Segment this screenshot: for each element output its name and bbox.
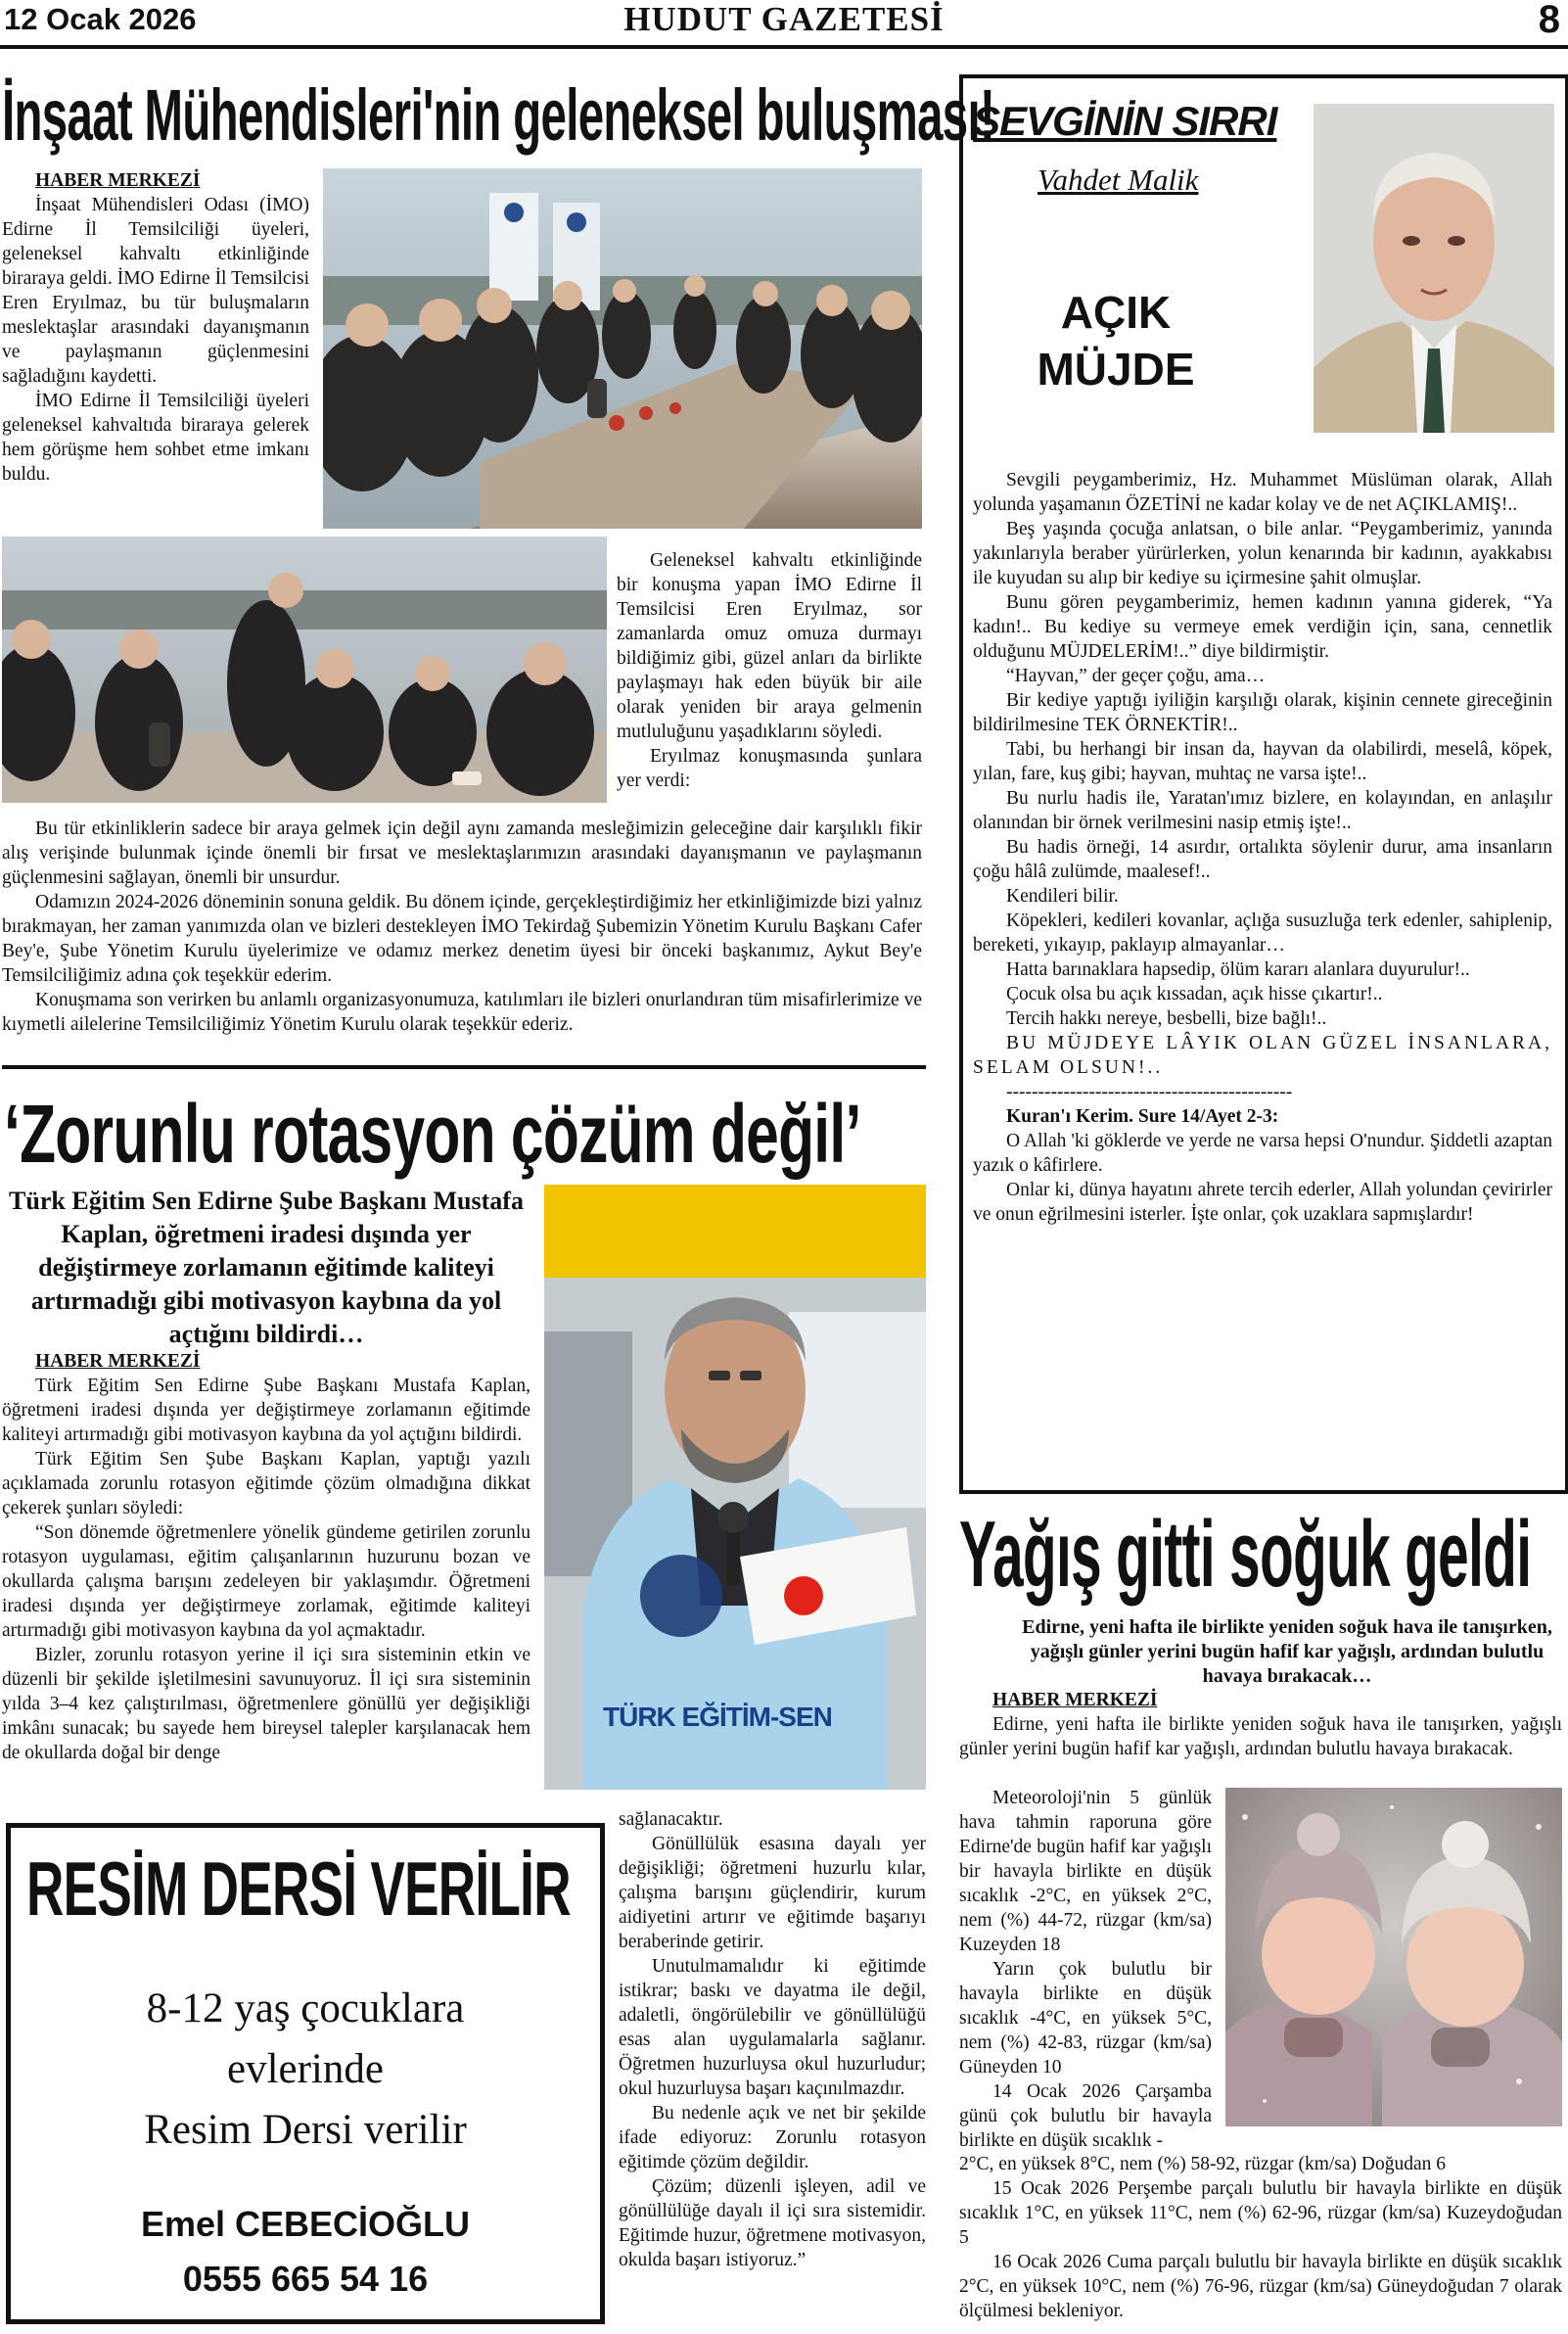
article2-paragraph: Gönüllülük esasına dayalı yer değişikliği; öğretmeni huzurlu kılar, çalışma barışını güçlendirir, kurum aidiyetini artırır ve eğitimde başarıyı beraberinde getirir.: [619, 1834, 926, 1952]
article2-paragraph: Türk Eğitim Sen Şube Başkanı Kaplan, yaptığı yazılı açıklamada zorunlu rotasyon eğitimde çözüm olmadığına dikkat çekerek şunları söyledi:: [2, 1449, 530, 1518]
article2-paragraph: Türk Eğitim Sen Edirne Şube Başkanı Mustafa Kaplan, öğretmeni iradesi dışında yer değiştirmeye zorlamanın eğitimde kaliteyi artırmadığı gibi motivasyon kaybına da yol açtığını bildirdi.: [2, 1376, 530, 1445]
classified-ad: [6, 1823, 605, 2324]
article3-headline: Yağış gitti soğuk geldi: [959, 1502, 1532, 1607]
ad-line: 8-12 yaş çocuklara: [146, 1985, 465, 2031]
article1-paragraph: İMO Edirne İl Temsilciliği üyeleri geleneksel kahvaltıda biraraya gelerek hem görüşme hem sohbet etme imkanı buldu.: [2, 391, 309, 485]
newspaper-name: HUDUT GAZETESİ: [623, 0, 945, 38]
quran-title: Kuran'ı Kerim. Sure 14/Ayet 2-3:: [1006, 1106, 1279, 1127]
article1-right-column: [617, 548, 922, 793]
speaker-photo: [544, 1185, 926, 1790]
column-divider: ---------------------------------------------: [1006, 1082, 1293, 1102]
column-paragraph: Köpekleri, kedileri kovanlar, açlığa susuzluğa terk edenler, sahiplenip, bereketi, yıkayıp, paklayıp almayanlar…: [973, 910, 1552, 956]
column-paragraph: Bu nurlu hadis ile, Yaratan'ımız bizlere, en kolayından, en anlaşılır olanından bir örnek verilmesini nasip etmiş işte!..: [973, 788, 1552, 833]
column-paragraph: Kendileri bilir.: [1006, 886, 1119, 907]
ad-phone: 0555 665 54 16: [182, 2259, 429, 2299]
article1-headline: İnşaat Mühendisleri'nin geleneksel buluşması!: [2, 74, 995, 156]
article2-byline: HABER MERKEZİ: [35, 1351, 201, 1372]
article3-byline: HABER MERKEZİ: [992, 1690, 1158, 1710]
page-number: 8: [1538, 0, 1560, 41]
column-paragraph: Bir kediye yaptığı iyiliğin karşılığı olarak, kişinin cennete gireceğinin bildirilmesine TEK ÖRNEKTİR!..: [973, 690, 1552, 735]
header-rule: [0, 45, 1568, 49]
column-paragraph: Çocuk olsa bu açık kıssadan, açık hisse çıkartır!..: [1006, 984, 1383, 1004]
column-paragraph: Bunu gören peygamberimiz, hemen kadının yanına giderek, “Ya kadın!.. Bu kediye su vermeye emek verdiğin için, sana, cennetlik olduğunu MÜJDELERİM!..” diye bildirmiştir.: [973, 592, 1552, 662]
article-divider: [2, 1065, 926, 1069]
column-paragraph: Onlar ki, dünya hayatını ahrete tercih ederler, Allah yolundan çevirirler ve onun eğrilmesini isterler. İşte onlar, çok uzaklara sapmışlardır!: [973, 1180, 1552, 1225]
column-paragraph: Bu hadis örneği, 14 asırdır, ortalıkta söylenir durur, ama insanların çoğu hâlâ zulümde, maalesef!..: [973, 837, 1552, 882]
photo-sign: TÜRK EĞİTİM-SEN: [603, 1702, 832, 1732]
breakfast-photo-2: [2, 537, 607, 803]
ad-headline: RESİM DERSİ VERİLİR: [26, 1845, 571, 1932]
article2-paragraph: Bizler, zorunlu rotasyon yerine il içi sıra sisteminin etkin ve düzenli bir şekilde işletilmesini savunuyoruz. İl içi sıra sisteminin yılda 3–4 kez çalıştırılması, öğretmenlere gönüllü yer değişikliği imkânı sunacak; bu sayede hem bireysel talepler karşılanacak hem de okullarda doğal bir denge: [2, 1645, 530, 1763]
winter-children-photo: [1225, 1788, 1562, 2126]
ad-body: [11, 1979, 600, 2161]
column-paragraph: O Allah 'ki göklerde ve yerde ne varsa hepsi O'nundur. Şiddetli azaptan yazık o kâfirlere.: [973, 1131, 1552, 1176]
article1-paragraph: İnşaat Mühendisleri Odası (İMO) Edirne İl Temsilciliği üyeleri, geleneksel kahvaltı etkinliğinde biraraya geldi. İMO Edirne İl Temsilcisi Eren Eryılmaz, bu tür buluşmaların meslektaşlar arasındaki dayanışmanın ve paylaşmanın güçlenmesini sağladığını kaydetti.: [2, 195, 309, 387]
breakfast-photo-1: [323, 168, 922, 529]
article2-paragraph: Bu nedenle açık ve net bir şekilde ifade ediyoruz: Zorunlu rotasyon eğitimde çözüm değildir.: [619, 2103, 926, 2172]
article1-intro: [2, 168, 309, 487]
article3-intro: [959, 1688, 1562, 1761]
column-subtitle: [969, 284, 1263, 397]
ad-line: Resim Dersi verilir: [144, 2107, 467, 2153]
issue-date: 12 Ocak 2026: [4, 2, 197, 36]
article1-wide-text: [2, 817, 922, 1037]
article1-paragraph: Bu tür etkinliklerin sadece bir araya gelmek için değil aynı zamanda mesleğimizin geleceğine dair karşılıklı fikir alış verişinde bulunmak içinde önemli bir fırsat ve meslektaşlarımızın arasındaki dayanışmanın ve paylaşmanın güçlenmesini sağlayan, önemli bir unsurdur.: [2, 818, 922, 888]
article2-lead: Türk Eğitim Sen Edirne Şube Başkanı Mustafa Kaplan, öğretmeni iradesi dışında yer değiştirmeye zorlamanın eğitimde kaliteyi artırmadığı gibi motivasyon kaybına da yol açtığını bildirdi…: [9, 1187, 524, 1348]
article1-paragraph: Odamızın 2024-2026 döneminin sonuna geldik. Bu dönem içinde, gerçekleştirdiğimiz her etkinliğimizde bizi yalnız bırakmayan, her zaman yanımızda olan ve bizleri destekleyen İMO Tekirdağ Şubemizin Yönetim Kurulu Başkanı Cafer Bey'e, Şube Yönetim Kurulu üyelerimize ve odamız merkez denetim üyesi bir önceki başkanımız, Aykut Bey'e Temsilciliğimiz adına çok teşekkür ederim.: [2, 892, 922, 986]
article3-paragraph: 15 Ocak 2026 Perşembe parçalı bulutlu bir havayla birlikte en düşük sıcaklık 1°C, en yüksek 11°C, nem (%) 62-96, rüzgar (km/sa) Kuzeydoğudan 5: [959, 2178, 1562, 2248]
ad-contact-name: Emel CEBECİOĞLU: [140, 2204, 471, 2244]
column-paragraph: BU MÜJDEYE LÂYIK OLAN GÜZEL İNSANLARA, SELAM OLSUN!..: [973, 1033, 1552, 1078]
author-portrait: [1314, 104, 1554, 433]
column-text: [973, 468, 1552, 1227]
article2-right-text: [619, 1807, 926, 2272]
article1-byline: HABER MERKEZİ: [35, 170, 201, 191]
article3-paragraph: 2°C, en yüksek 8°C, nem (%) 58-92, rüzgar (km/sa) Doğudan 6: [959, 2154, 1447, 2174]
article2-left-text: [2, 1349, 530, 1765]
column-paragraph: Hatta barınaklara hapsedip, ölüm kararı alanlara duyurulur!..: [1006, 959, 1470, 980]
article3-paragraph: Yarın çok bulutlu bir havayla birlikte en düşük sıcaklık -4°C, en yüksek 5°C, nem (%) 42-83, rüzgar (km/sa) Güneyden 10: [959, 1959, 1212, 2077]
column-paragraph: Sevgili peygamberimiz, Hz. Muhammet Müslüman olarak, Allah yolunda yaşamanın ÖZETİNİ ne kadar kolay ve de net AÇIKLAMIŞ!..: [973, 470, 1552, 515]
column-paragraph: Tabi, bu herhangi bir insan da, hayvan da olabilirdi, meselâ, köpek, yılan, fare, kuş gibi; hayvan, muhtaç ne varsa işte!..: [973, 739, 1552, 784]
article2-paragraph: sağlanacaktır.: [619, 1809, 723, 1830]
ad-line: evlerinde: [227, 2046, 384, 2092]
article3-forecast-narrow: [959, 1786, 1212, 2153]
article2-paragraph: “Son dönemde öğretmenlere yönelik gündeme getirilen zorunlu rotasyon uygulaması, eğitim çalışanlarının huzurunu bozan ve okullarda çalışma barışını zedeleyen bir yaklaşımdır. Öğretmeni iradesi dışında yer değiştirmeye zorlamak, eğitimde kaliteyi artırmadığı gibi motivasyon kaybına da yol açmaktadır.: [2, 1522, 530, 1641]
article2-paragraph: Çözüm; düzenli işleyen, adil ve gönüllülüğe dayalı il içi sıra sistemidir. Eğitimde huzur, öğretmene motivasyon, okulda başarı istiyoruz.”: [619, 2176, 926, 2270]
article3-paragraph: 14 Ocak 2026 Çarşamba günü çok bulutlu bir havayla birlikte en düşük sıcaklık -: [959, 2081, 1212, 2151]
article1-paragraph: Eryılmaz konuşmasında şunlara yer verdi:: [617, 746, 922, 791]
article2-headline: ‘Zorunlu rotasyon çözüm değil’: [4, 1088, 861, 1180]
article3-lead: Edirne, yeni hafta ile birlikte yeniden soğuk hava ile tanışırken, yağışlı günler yerini bugün hafif kar yağışlı, ardından bulutlu havaya bırakacak…: [1022, 1616, 1552, 1687]
column-title: SEVGİNİN SIRRI: [973, 98, 1277, 144]
article3-paragraph: Edirne, yeni hafta ile birlikte yeniden soğuk hava ile tanışırken, yağışlı günler yerini bugün hafif kar yağışlı, ardından bulutlu havaya bırakacak.: [959, 1714, 1562, 1759]
article3-paragraph: 16 Ocak 2026 Cuma parçalı bulutlu bir havayla birlikte en düşük sıcaklık 2°C, en yüksek 10°C, nem (%) 76-96, rüzgar (km/sa) Güneydoğudan 7 olarak ölçülmesi bekleniyor.: [959, 2252, 1562, 2321]
column-author: Vahdet Malik: [1038, 163, 1199, 197]
column-paragraph: “Hayvan,” der geçer çoğu, ama…: [1006, 666, 1266, 686]
article1-paragraph: Geleneksel kahvaltı etkinliğinde bir konuşma yapan İMO Edirne İl Temsilcisi Eren Eryılmaz, sor zamanlarda omuz omuza durmayı bildiğimiz gibi, güzel anları da birlikte paylaşmayı hak eden büyük bir aile olarak yeniden bir araya gelmenin mutluluğunu yaşadıklarını söyledi.: [617, 550, 922, 742]
article3-paragraph: Meteoroloji'nin 5 günlük hava tahmin raporuna göre Edirne'de bugün hafif kar yağışlı bir havayla birlikte en düşük sıcaklık -2°C, en yüksek 2°C, nem (%) 44-72, rüzgar (km/sa) Kuzeyden 18: [959, 1788, 1212, 1955]
column-subtitle-line: AÇIK: [1060, 287, 1172, 338]
column-paragraph: Beş yaşında çocuğa anlatsan, o bile anlar. “Peygamberimiz, yanında yakınlarıyla beraber yürürlerken, yolun kenarında bir kadının, ayakkabısı ile kuyudan su alıp bir kediye su içirmesine şahit olmuşlar.: [973, 519, 1552, 588]
column-subtitle-line: MÜJDE: [1037, 344, 1195, 395]
article2-paragraph: Unutulmamalıdır ki eğitimde istikrar; baskı ve dayatma ile değil, adaletli, öngörülebilir ve gönüllülüğü esas alan uygulamalarla sağlanır. Öğretmen huzurluysa okul huzurludur; okul huzurluysa başarı kaçınılmazdır.: [619, 1956, 926, 2099]
article1-paragraph: Konuşmama son verirken bu anlamlı organizasyonumuza, katılımları ile bizleri onurlandıran tüm misafirlerimize ve kıymetli ailelerine Temsilciliğimiz Yönetim Kurulu olarak teşekkür ederiz.: [2, 990, 922, 1035]
article3-forecast-wide: [959, 2152, 1562, 2323]
column-paragraph: Tercih hakkı nereye, besbelli, bize bağlı!..: [1006, 1008, 1327, 1029]
